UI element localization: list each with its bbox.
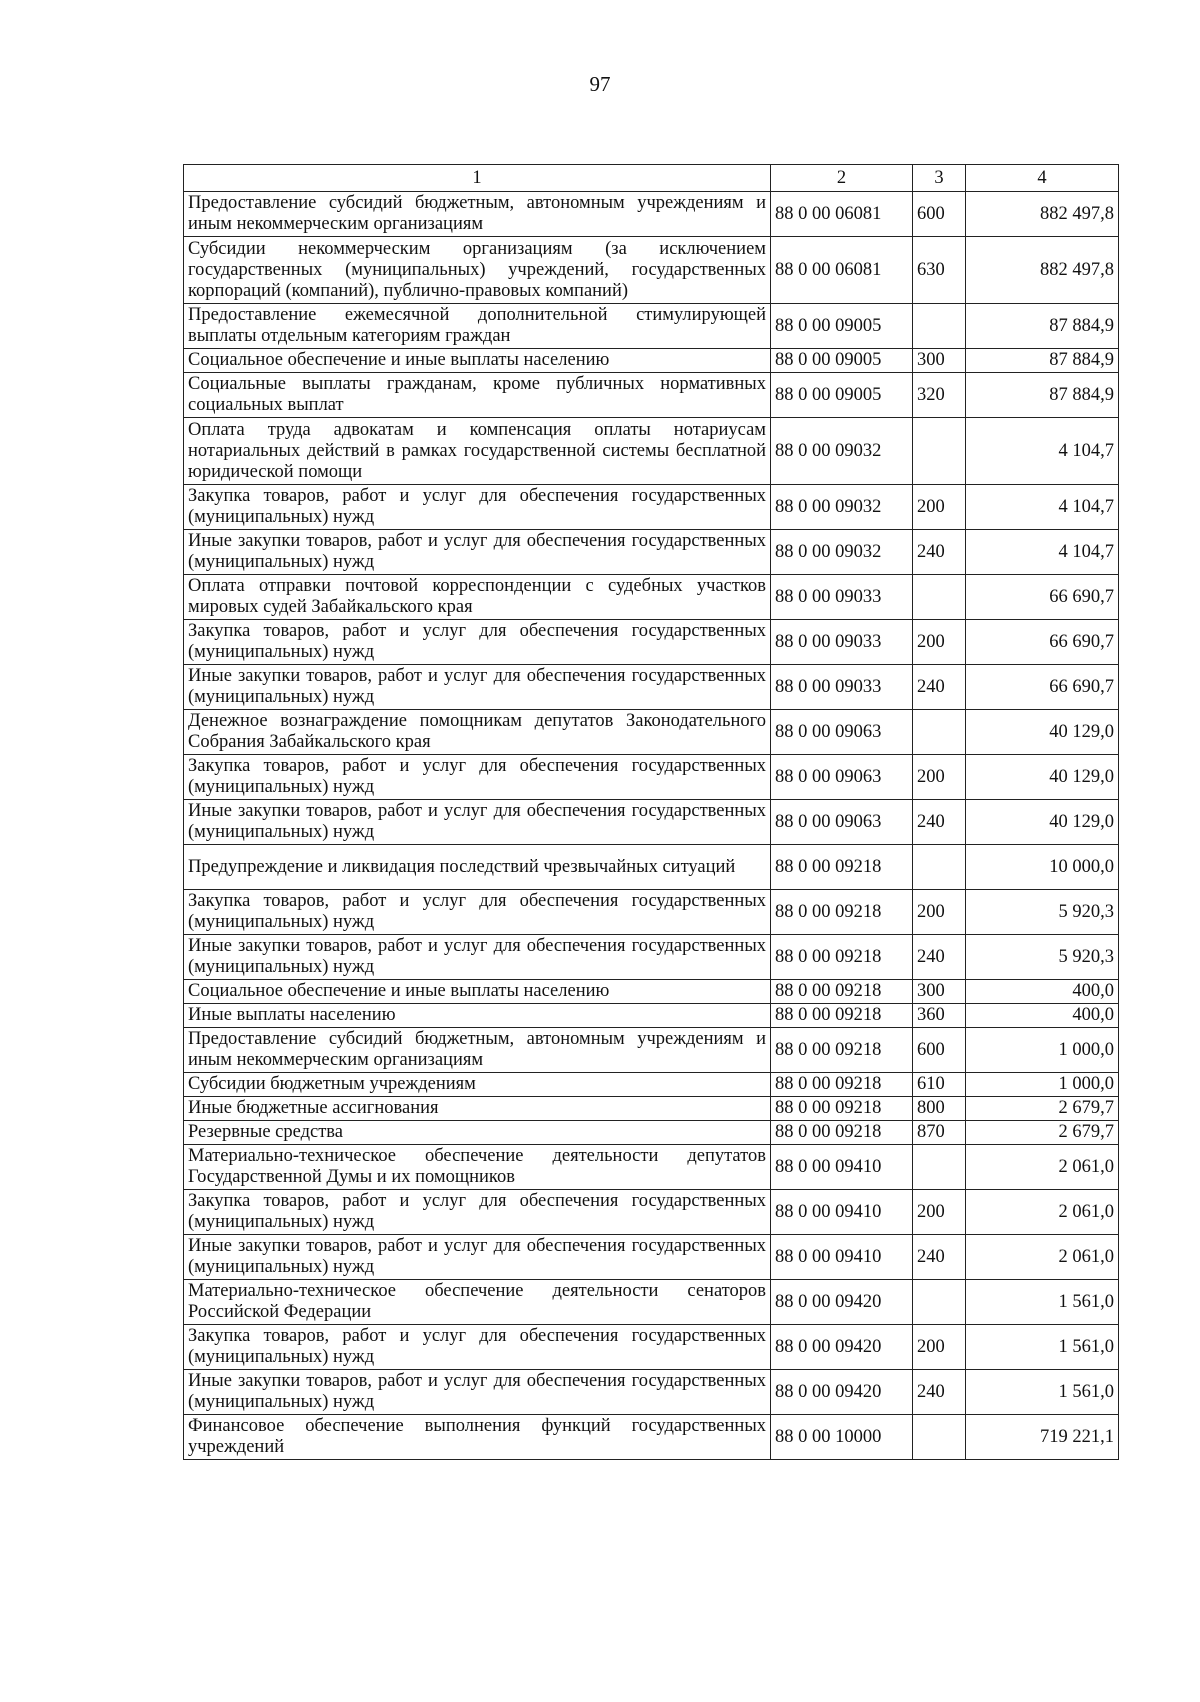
table-row <box>184 755 1119 800</box>
cell-amount: 2 679,7 <box>966 1097 1119 1121</box>
cell-type: 360 <box>913 1004 966 1028</box>
cell-name: Субсидии бюджетным учреждениям <box>184 1073 771 1097</box>
cell-type: 200 <box>913 1325 966 1370</box>
cell-type: 200 <box>913 620 966 665</box>
cell-code: 88 0 00 09033 <box>771 665 913 710</box>
cell-name: Резервные средства <box>184 1121 771 1145</box>
cell-code: 88 0 00 09063 <box>771 800 913 845</box>
cell-amount: 40 129,0 <box>966 800 1119 845</box>
cell-code: 88 0 00 09410 <box>771 1190 913 1235</box>
cell-name: Закупка товаров, работ и услуг для обеспечения государственных (муниципальных) нужд <box>184 890 771 935</box>
cell-name: Оплата труда адвокатам и компенсация оплаты нотариусам нотариальных действий в рамках государственной системы бесплатной юридической помощи <box>184 418 771 485</box>
cell-code: 88 0 00 09218 <box>771 890 913 935</box>
cell-type: 240 <box>913 530 966 575</box>
cell-amount: 2 061,0 <box>966 1235 1119 1280</box>
table-row <box>184 1325 1119 1370</box>
table-row <box>184 1004 1119 1028</box>
cell-type: 300 <box>913 349 966 373</box>
table-row <box>184 1415 1119 1460</box>
table-row <box>184 890 1119 935</box>
cell-name: Материально-техническое обеспечение деятельности депутатов Государственной Думы и их помощников <box>184 1145 771 1190</box>
cell-amount: 2 061,0 <box>966 1190 1119 1235</box>
cell-amount: 2 679,7 <box>966 1121 1119 1145</box>
cell-type <box>913 1415 966 1460</box>
table-row <box>184 575 1119 620</box>
cell-name: Иные закупки товаров, работ и услуг для обеспечения государственных (муниципальных) нужд <box>184 1235 771 1280</box>
cell-code: 88 0 00 09032 <box>771 485 913 530</box>
cell-name: Закупка товаров, работ и услуг для обеспечения государственных (муниципальных) нужд <box>184 485 771 530</box>
cell-name: Социальное обеспечение и иные выплаты населению <box>184 349 771 373</box>
cell-code: 88 0 00 09218 <box>771 1121 913 1145</box>
table-row <box>184 935 1119 980</box>
table-row <box>184 620 1119 665</box>
cell-name: Иные выплаты населению <box>184 1004 771 1028</box>
table-row <box>184 1097 1119 1121</box>
cell-name: Закупка товаров, работ и услуг для обеспечения государственных (муниципальных) нужд <box>184 1325 771 1370</box>
cell-code: 88 0 00 09218 <box>771 1004 913 1028</box>
cell-code: 88 0 00 09063 <box>771 710 913 755</box>
cell-amount: 66 690,7 <box>966 665 1119 710</box>
cell-type: 200 <box>913 755 966 800</box>
column-header: 1 <box>184 165 771 192</box>
cell-code: 88 0 00 06081 <box>771 237 913 304</box>
cell-name: Предоставление ежемесячной дополнительной стимулирующей выплаты отдельным категориям граждан <box>184 304 771 349</box>
cell-type: 600 <box>913 192 966 237</box>
cell-code: 88 0 00 09410 <box>771 1235 913 1280</box>
table-row <box>184 1073 1119 1097</box>
cell-code: 88 0 00 09420 <box>771 1370 913 1415</box>
cell-code: 88 0 00 09033 <box>771 575 913 620</box>
cell-code: 88 0 00 06081 <box>771 192 913 237</box>
cell-name: Закупка товаров, работ и услуг для обеспечения государственных (муниципальных) нужд <box>184 620 771 665</box>
table-row <box>184 418 1119 485</box>
cell-name: Иные закупки товаров, работ и услуг для обеспечения государственных (муниципальных) нужд <box>184 665 771 710</box>
cell-amount: 66 690,7 <box>966 575 1119 620</box>
cell-type <box>913 845 966 890</box>
cell-type: 200 <box>913 1190 966 1235</box>
cell-code: 88 0 00 10000 <box>771 1415 913 1460</box>
cell-amount: 1 000,0 <box>966 1028 1119 1073</box>
cell-name: Предоставление субсидий бюджетным, автономным учреждениям и иным некоммерческим организациям <box>184 192 771 237</box>
table-row <box>184 530 1119 575</box>
cell-name: Предупреждение и ликвидация последствий чрезвычайных ситуаций <box>184 845 771 890</box>
cell-amount: 4 104,7 <box>966 485 1119 530</box>
budget-table <box>183 164 1119 1460</box>
table-row <box>184 1235 1119 1280</box>
table-row <box>184 800 1119 845</box>
cell-code: 88 0 00 09420 <box>771 1325 913 1370</box>
table-row <box>184 485 1119 530</box>
cell-type: 870 <box>913 1121 966 1145</box>
cell-name: Оплата отправки почтовой корреспонденции с судебных участков мировых судей Забайкальского края <box>184 575 771 620</box>
table-row <box>184 192 1119 237</box>
cell-name: Иные закупки товаров, работ и услуг для обеспечения государственных (муниципальных) нужд <box>184 935 771 980</box>
table-row <box>184 373 1119 418</box>
cell-amount: 66 690,7 <box>966 620 1119 665</box>
cell-amount: 882 497,8 <box>966 192 1119 237</box>
cell-amount: 400,0 <box>966 980 1119 1004</box>
table-row <box>184 1280 1119 1325</box>
cell-name: Финансовое обеспечение выполнения функций государственных учреждений <box>184 1415 771 1460</box>
cell-code: 88 0 00 09218 <box>771 1073 913 1097</box>
table-row <box>184 1370 1119 1415</box>
table-row <box>184 1121 1119 1145</box>
table-row <box>184 349 1119 373</box>
table-row <box>184 237 1119 304</box>
cell-code: 88 0 00 09063 <box>771 755 913 800</box>
cell-name: Субсидии некоммерческим организациям (за исключением государственных (муниципальных) учреждений, государственных корпораций (компаний), публично-правовых компаний) <box>184 237 771 304</box>
cell-name: Иные бюджетные ассигнования <box>184 1097 771 1121</box>
cell-code: 88 0 00 09032 <box>771 418 913 485</box>
cell-amount: 1 000,0 <box>966 1073 1119 1097</box>
table-row <box>184 710 1119 755</box>
cell-amount: 87 884,9 <box>966 349 1119 373</box>
cell-amount: 882 497,8 <box>966 237 1119 304</box>
cell-code: 88 0 00 09033 <box>771 620 913 665</box>
table-row <box>184 304 1119 349</box>
cell-name: Предоставление субсидий бюджетным, автономным учреждениям и иным некоммерческим организациям <box>184 1028 771 1073</box>
cell-amount: 1 561,0 <box>966 1370 1119 1415</box>
cell-type: 600 <box>913 1028 966 1073</box>
cell-code: 88 0 00 09218 <box>771 935 913 980</box>
cell-type: 300 <box>913 980 966 1004</box>
cell-code: 88 0 00 09218 <box>771 1097 913 1121</box>
cell-code: 88 0 00 09420 <box>771 1280 913 1325</box>
table-header-row <box>184 165 1119 192</box>
cell-type: 240 <box>913 800 966 845</box>
cell-type: 200 <box>913 485 966 530</box>
cell-code: 88 0 00 09218 <box>771 1028 913 1073</box>
cell-amount: 1 561,0 <box>966 1280 1119 1325</box>
cell-type <box>913 710 966 755</box>
cell-amount: 4 104,7 <box>966 418 1119 485</box>
cell-type: 800 <box>913 1097 966 1121</box>
cell-amount: 40 129,0 <box>966 755 1119 800</box>
cell-name: Денежное вознаграждение помощникам депутатов Законодательного Собрания Забайкальского края <box>184 710 771 755</box>
table-row <box>184 665 1119 710</box>
cell-name: Материально-техническое обеспечение деятельности сенаторов Российской Федерации <box>184 1280 771 1325</box>
cell-name: Иные закупки товаров, работ и услуг для обеспечения государственных (муниципальных) нужд <box>184 800 771 845</box>
cell-amount: 1 561,0 <box>966 1325 1119 1370</box>
cell-name: Социальные выплаты гражданам, кроме публичных нормативных социальных выплат <box>184 373 771 418</box>
cell-name: Закупка товаров, работ и услуг для обеспечения государственных (муниципальных) нужд <box>184 1190 771 1235</box>
cell-amount: 40 129,0 <box>966 710 1119 755</box>
cell-amount: 87 884,9 <box>966 304 1119 349</box>
cell-code: 88 0 00 09005 <box>771 304 913 349</box>
cell-code: 88 0 00 09005 <box>771 373 913 418</box>
cell-type: 630 <box>913 237 966 304</box>
cell-code: 88 0 00 09218 <box>771 980 913 1004</box>
cell-name: Закупка товаров, работ и услуг для обеспечения государственных (муниципальных) нужд <box>184 755 771 800</box>
cell-amount: 5 920,3 <box>966 890 1119 935</box>
cell-amount: 4 104,7 <box>966 530 1119 575</box>
cell-type: 320 <box>913 373 966 418</box>
cell-type: 240 <box>913 1370 966 1415</box>
column-header: 4 <box>966 165 1119 192</box>
cell-type <box>913 1145 966 1190</box>
cell-code: 88 0 00 09032 <box>771 530 913 575</box>
column-header: 2 <box>771 165 913 192</box>
cell-type: 240 <box>913 935 966 980</box>
cell-type: 610 <box>913 1073 966 1097</box>
cell-amount: 5 920,3 <box>966 935 1119 980</box>
cell-code: 88 0 00 09410 <box>771 1145 913 1190</box>
cell-type: 240 <box>913 665 966 710</box>
cell-code: 88 0 00 09005 <box>771 349 913 373</box>
table-row <box>184 1145 1119 1190</box>
cell-type: 200 <box>913 890 966 935</box>
cell-amount: 719 221,1 <box>966 1415 1119 1460</box>
cell-type <box>913 304 966 349</box>
table-row <box>184 845 1119 890</box>
cell-name: Иные закупки товаров, работ и услуг для обеспечения государственных (муниципальных) нужд <box>184 530 771 575</box>
cell-name: Иные закупки товаров, работ и услуг для обеспечения государственных (муниципальных) нужд <box>184 1370 771 1415</box>
cell-code: 88 0 00 09218 <box>771 845 913 890</box>
cell-name: Социальное обеспечение и иные выплаты населению <box>184 980 771 1004</box>
cell-amount: 2 061,0 <box>966 1145 1119 1190</box>
cell-amount: 87 884,9 <box>966 373 1119 418</box>
cell-amount: 400,0 <box>966 1004 1119 1028</box>
cell-type: 240 <box>913 1235 966 1280</box>
cell-amount: 10 000,0 <box>966 845 1119 890</box>
cell-type <box>913 1280 966 1325</box>
column-header: 3 <box>913 165 966 192</box>
cell-type <box>913 575 966 620</box>
table-row <box>184 980 1119 1004</box>
cell-type <box>913 418 966 485</box>
page-number: 97 <box>589 72 611 96</box>
table-row <box>184 1190 1119 1235</box>
table-row <box>184 1028 1119 1073</box>
